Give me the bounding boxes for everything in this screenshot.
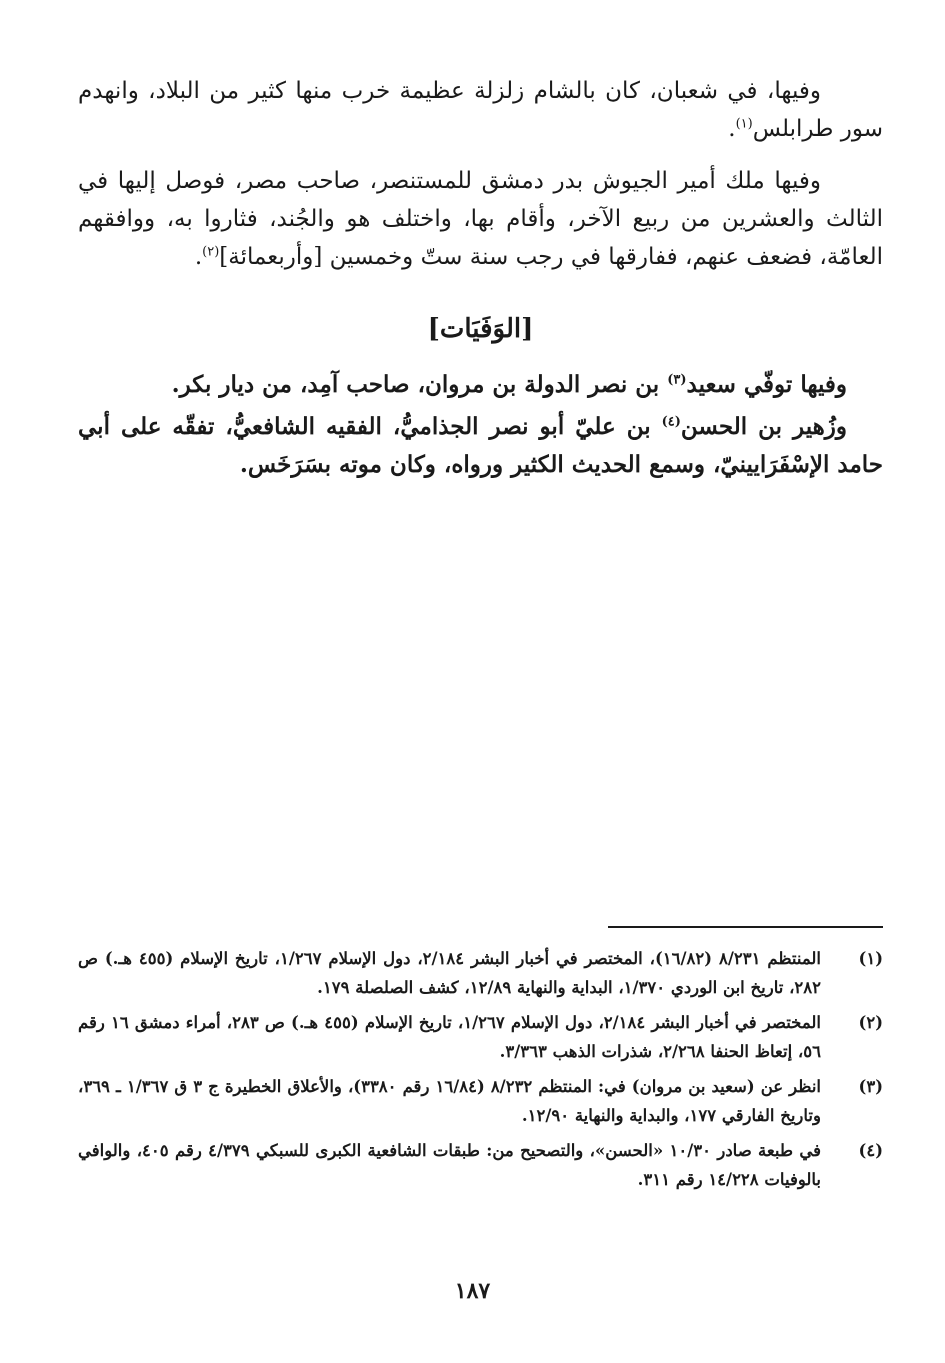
footnote [78,1136,883,1194]
footnote-ref-2[interactable]: (٢) [202,244,220,260]
footnote [78,1072,883,1130]
footnote-separator [608,926,883,928]
obituary-text: وفيها توفّي سعيد [686,371,847,398]
footnote-text: المنتظم ٨/٢٣١ (١٦/٨٢)، المختصر في أخبار البشر ٢/١٨٤، دول الإسلام ١/٢٦٧، تاريخ الإسلام (٤٥٥ هـ.) ص ٢٨٢، تاريخ ابن الوردي ١/٣٧٠، البداية والنهاية ١٢/٨٩، كشف الصلصلة ١٧٩. [78,949,822,997]
obituary-said [78,366,883,404]
obituary-zuhair [78,408,883,484]
footnote-number: (١) [858,949,883,968]
paragraph-text: وفيها ملك أمير الجيوش بدر دمشق للمستنصر، صاحب مصر، فوصل إليها في الثالث والعشرين من ربيع الآخر، وأقام بها، واختلف هو والجُند، فثاروا به، ووافقهم العامّة، فضعف عنهم، ففارقها في رجب سنة ستّ وخمسين [وأربعمائة] [78,168,883,270]
footnote-number: (٤) [858,1141,883,1160]
paragraph-end: . [728,116,736,142]
main-text [78,72,883,488]
footnote-text: انظر عن (سعيد بن مروان) في: المنتظم ٨/٢٣٢ (١٦/٨٤ رقم ٣٣٨٠)، والأعلاق الخطيرة ج ٣ ق ١/٣٦٧ ـ ٣٦٩، وتاريخ الفارقي ١٧٧، والبداية والنهاية ١٢/٩٠. [78,1077,822,1125]
footnote-ref-1[interactable]: (١) [735,116,753,132]
paragraph-badr [78,162,883,276]
paragraph-earthquake [78,72,883,148]
obituary-text: بن عليّ أبو نصر الجذاميُّ، الفقيه الشافعيُّ، تفقّه على أبي حامد الإسْفَرَايينيّ، وسمع الحديث الكثير ورواه، وكان موته بسَرَخَس. [78,413,883,478]
footnote-number: (٢) [858,1013,883,1032]
obituary-text: وزُهير بن الحسن [680,413,848,440]
footnote-ref-4[interactable]: (٤) [661,414,681,430]
footnote [78,944,883,1002]
footnote-text: المختصر في أخبار البشر ٢/١٨٤، دول الإسلام ١/٢٦٧، تاريخ الإسلام (٤٥٥ هـ.) ص ٢٨٣، أمراء دمشق ١٦ رقم ٥٦، إتعاظ الحنفا ٢/٢٦٨، شذرات الذهب ٣/٣٦٣. [78,1013,821,1061]
footnote-number: (٣) [858,1077,883,1096]
footnote-text: في طبعة صادر ١٠/٣٠ «الحسن»، والتصحيح من: طبقات الشافعية الكبرى للسبكي ٤/٣٧٩ رقم ٤٠٥، والوافي بالوفيات ١٤/٢٢٨ رقم ٣١١. [78,1141,821,1189]
paragraph-text: وفيها، في شعبان، كان بالشام زلزلة عظيمة خرب منها كثير من البلاد، وانهدم سور طرابلس [78,78,883,142]
obituary-text: بن نصر الدولة بن مروان، صاحب آمِد، من ديار بكر. [171,371,668,398]
footnote-ref-3[interactable]: (٣) [667,372,687,388]
paragraph-end: . [194,244,203,270]
page-number: ١٨٧ [454,1278,491,1304]
section-heading-obituaries: [الوَفَيَات] [427,314,534,344]
footnote [78,1008,883,1066]
footnotes [78,944,883,1200]
